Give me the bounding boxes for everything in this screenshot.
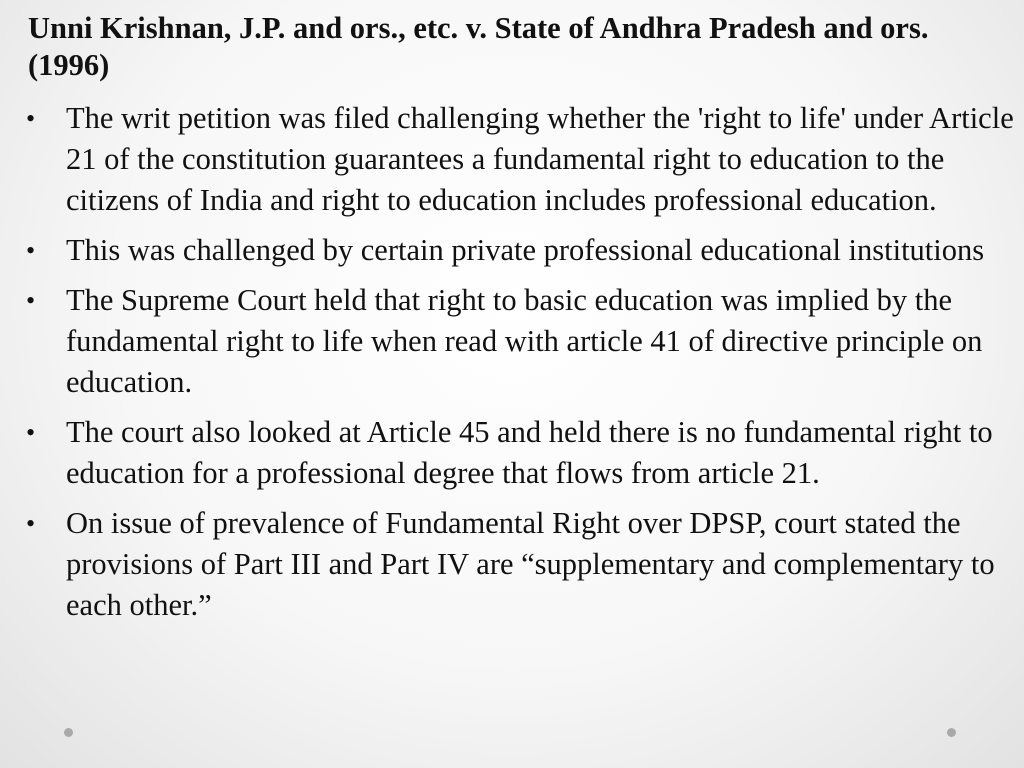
bullet-marker: • — [26, 509, 36, 538]
slide-title: Unni Krishnan, J.P. and ors., etc. v. State of Andhra Pradesh and ors. (1996) — [28, 11, 929, 82]
bullet-text: The writ petition was filed challenging whether the 'right to life' under Article 21 of the constitution guarantees a fundamental right to education to the citizens of India and right to education includes professional education. — [66, 101, 1014, 217]
bullet-text: The Supreme Court held that right to basic education was implied by the fundamental right to life when read with article 41 of directive principle on education. — [66, 283, 983, 399]
bullet-list — [24, 98, 1014, 635]
bullet-text: On issue of prevalence of Fundamental Right over DPSP, court stated the provisions of Part III and Part IV are “supplementary and complementary to each other.” — [66, 506, 995, 622]
bullet-item — [24, 98, 1014, 221]
bullet-item — [24, 412, 1014, 494]
bullet-text: The court also looked at Article 45 and held there is no fundamental right to education for a professional degree that flows from article 21. — [66, 415, 993, 490]
bullet-text: This was challenged by certain private professional educational institutions — [66, 233, 985, 267]
bullet-item — [24, 280, 1014, 403]
bullet-marker: • — [26, 418, 36, 447]
decorative-dot-left — [64, 728, 73, 737]
bullet-marker: • — [26, 236, 36, 265]
bullet-item — [24, 230, 1014, 271]
bullet-marker: • — [26, 104, 36, 133]
decorative-dot-right — [947, 728, 956, 737]
bullet-marker: • — [26, 286, 36, 315]
bullet-item — [24, 503, 1014, 626]
